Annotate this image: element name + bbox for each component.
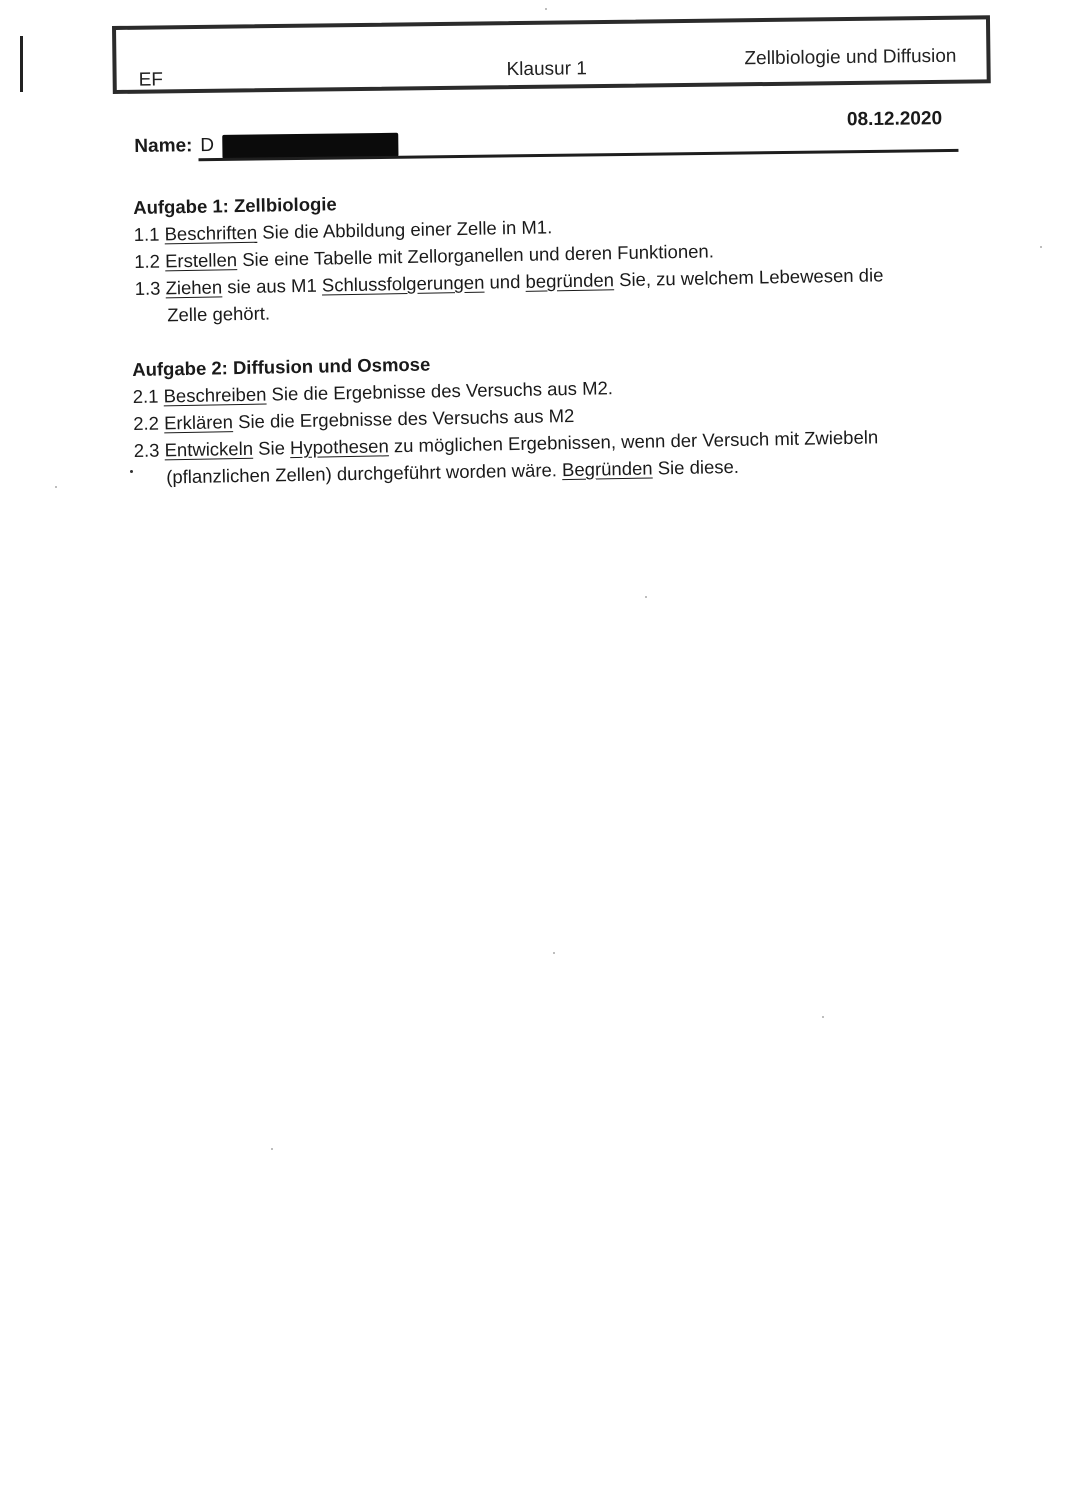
task1-section [133,179,955,329]
scan-speck [1040,246,1042,248]
task2-title: Aufgabe 2: Diffusion und Osmose [132,353,431,380]
task-2-3-cont: (pflanzlichen Zellen) durchgeführt worden wäre. Begründen Sie diese. [166,455,740,488]
bullet-dot [130,470,133,473]
task1-title: Aufgabe 1: Zellbiologie [133,193,337,218]
course-label: EF [138,69,164,91]
topic-title: Zellbiologie und Diffusion [744,45,957,70]
header-box [112,15,991,94]
scan-speck [822,1016,824,1018]
task-1-3-cont: Zelle gehört. [167,302,271,326]
exam-title: Klausur 1 [506,58,587,81]
name-row [132,108,963,168]
task-2-2: 2.2 Erklären Sie die Ergebnisse des Versuchs aus M2 [133,404,575,434]
name-redaction [222,133,398,159]
task-1-2: 1.2 Erstellen Sie eine Tabelle mit Zellorganellen und deren Funktionen. [134,240,715,272]
task-2-1: 2.1 Beschreiben Sie die Ergebnisse des Versuchs aus M2. [132,377,614,407]
margin-mark [20,36,23,92]
scan-speck [645,596,647,598]
task2-section [132,341,954,491]
scan-speck [271,1148,273,1150]
task-1-3: 1.3 Ziehen sie aus M1 Schlussfolgerungen und begründen Sie, zu welchem Lebewesen die [134,264,884,299]
scan-speck [55,486,57,488]
scan-speck [553,952,555,954]
scan-speck [545,8,547,10]
name-label: Name: [134,135,193,157]
exam-date: 08.12.2020 [846,108,943,131]
name-value: D [200,135,215,157]
task-2-3: 2.3 Entwickeln Sie Hypothesen zu möglichen Ergebnissen, wenn der Versuch mit Zwiebeln [133,426,879,461]
task-1-1: 1.1 Beschriften Sie die Abbildung einer Zelle in M1. [133,216,553,245]
